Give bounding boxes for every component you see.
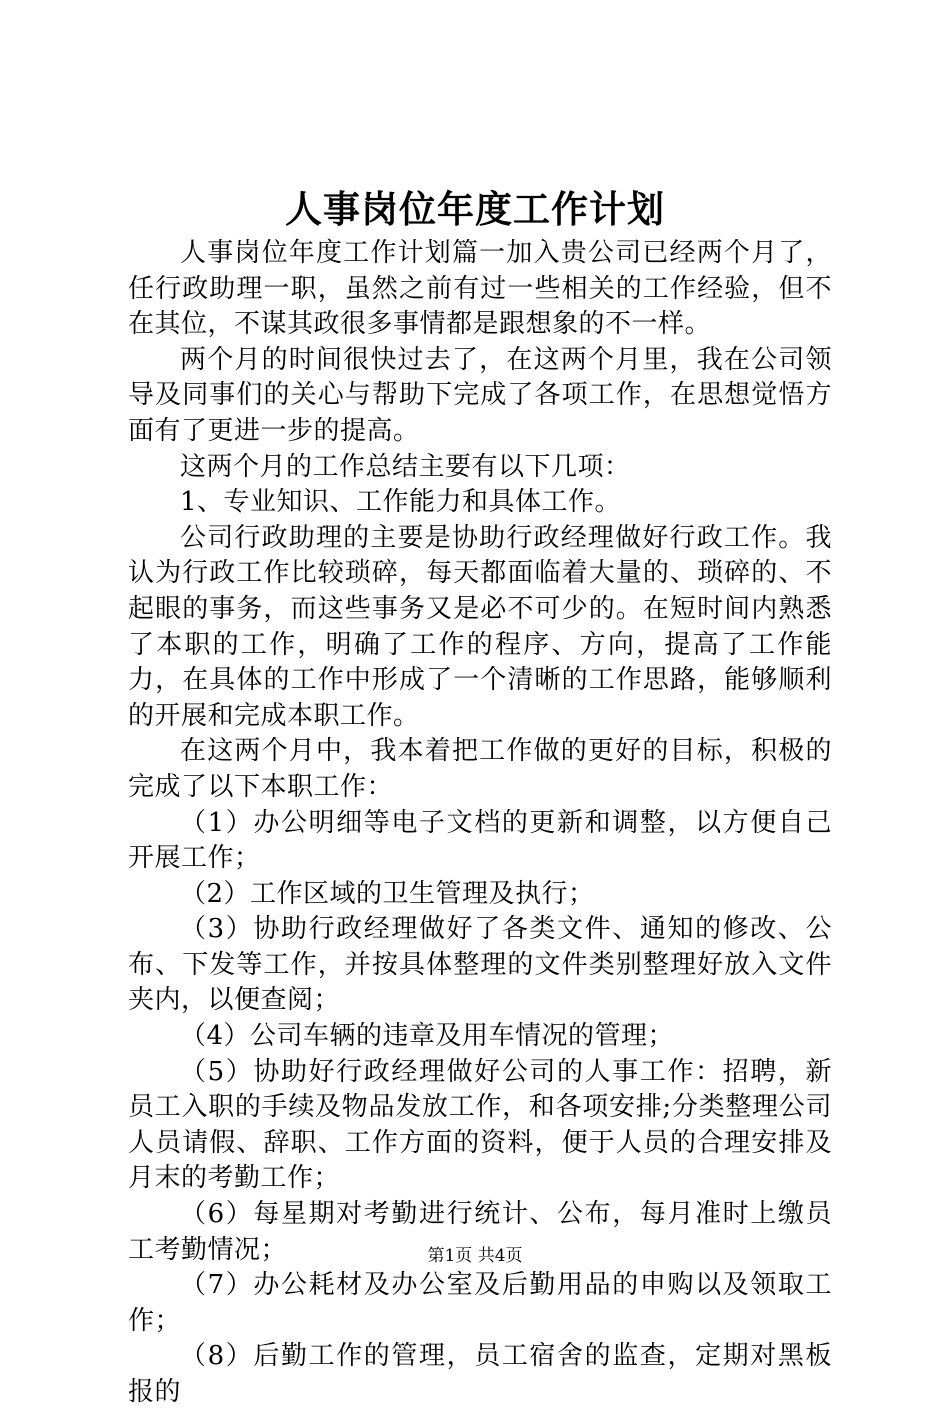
list-item: （7）办公耗材及办公室及后勤用品的申购以及领取工作； [128,1270,832,1336]
page-title: 人事岗位年度工作计划 [285,187,665,231]
paragraph: 人事岗位年度工作计划篇一加入贵公司已经两个月了，任行政助理一职，虽然之前有过一些相关的工作经验，但不在其位，不谋其政很多事情都是跟想象的不一样。 [128,238,832,340]
paragraph: 在这两个月中，我本着把工作做的更好的目标，积极的完成了以下本职工作： [128,736,832,802]
paragraph: 两个月的时间很快过去了，在这两个月里，我在公司领导及同事们的关心与帮助下完成了各项工作，在思想觉悟方面有了更进一步的提高。 [128,344,832,446]
list-item: （3）协助行政经理做好了各类文件、通知的修改、公布、下发等工作，并按具体整理的文件类别整理好放入文件夹内，以便查阅； [128,914,832,1016]
list-item: （5）协助好行政经理做好公司的人事工作：招聘，新员工入职的手续及物品发放工作，和各项安排;分类整理公司人员请假、辞职、工作方面的资料，便于人员的合理安排及月末的考勤工作； [128,1056,832,1194]
list-item: （2）工作区域的卫生管理及执行； [180,878,595,909]
list-item: （4）公司车辆的违章及用车情况的管理； [180,1021,675,1052]
paragraph: 这两个月的工作总结主要有以下几项： [180,451,631,482]
page-number-footer: 第1页 共4页 [427,1246,523,1266]
list-item: （6）每星期对考勤进行统计、公布，每月准时上缴员工考勤情况； [128,1199,832,1265]
document-body [128,236,832,1411]
paragraph: 1、专业知识、工作能力和具体工作。 [180,487,622,518]
list-item: （1）办公明细等电子文档的更新和调整，以方便自己开展工作； [128,807,832,874]
paragraph: 公司行政助理的主要是协助行政经理做好行政工作。我认为行政工作比较琐碎，每天都面临着大量的、琐碎的、不起眼的事务，而这些事务又是必不可少的。在短时间内熟悉了本职的工作，明确了工作的程序、方向，提高了工作能力，在具体的工作中形成了一个清晰的工作思路，能够顺利的开展和完成本职工作。 [128,522,832,731]
list-item: （8）后勤工作的管理，员工宿舍的监查，定期对黑板报的 [128,1341,832,1407]
